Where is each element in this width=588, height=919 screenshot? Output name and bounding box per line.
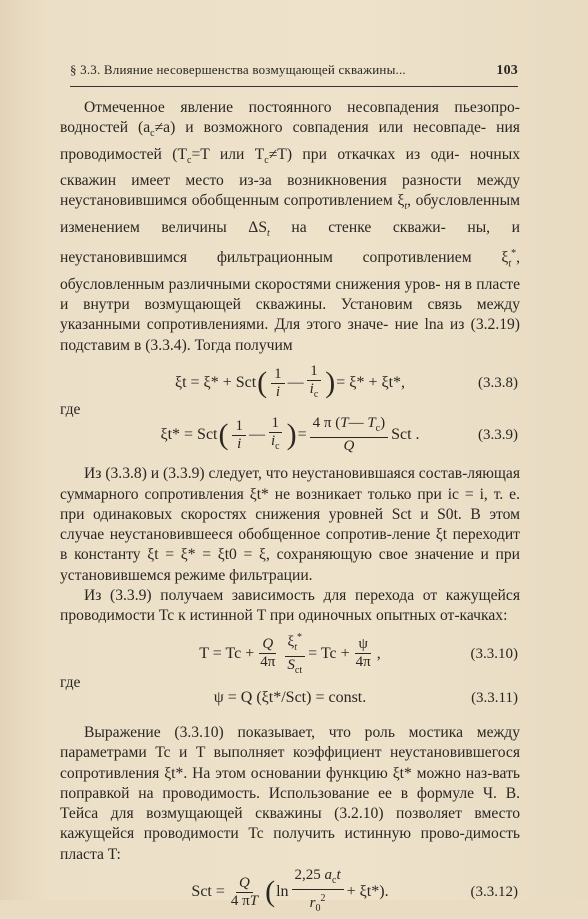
formula-339-right: Sct . [391, 426, 420, 444]
equation-3-3-9: ξt* = Sct ( $\frac{1}{i}$ — $\frac{1}{i_c}$ ) = $\frac{4 \pi (T— T_c)}{Q}$ Sct . (3.3.9) [160, 415, 518, 455]
equation-number: (3.3.11) [471, 689, 518, 706]
page-number: 103 [496, 63, 518, 78]
formula-3312-left: Sct = [191, 882, 225, 900]
paragraph-1: Отмеченное явление постоянного несовпадения пьезопро- водностей $(a_c\ne a)$ и возможного совпадения или несовпаде- ния проводимостей ($T_c=T$ или $T_c\ne T$) при откачках из оди- ночных скважин имеет место из-за возникновения разности между неустановившимся обобщенным сопротивлением $\xi_t$, обусловленным изменением величины $\Delta S_t$ на стенке скважи- ны, и неустановившимся фильтрационным сопротивлением $\xi_t^*$, обусловленным различными скоростями снижения уров- ня в пласте и внутри возмущающей скважины. Установим связь между указанными сопротивлениями. Для этого значе- ние lna из (3.2.19) подставим в (3.3.4). Тогда получим [60, 99, 521, 354]
paragraph-3: Из (3.3.9) получаем зависимость для перехода от кажущейся проводимости Tc к истинной T при одиночных опытных от-качках: [60, 587, 520, 625]
equation-3-3-8: ξt = ξ* + Sct ( $\frac{1}{i}$ — $\frac{1}{i_c}$ ) = ξ* + ξt*, (3.3.8) [174, 363, 518, 400]
equation-number: (3.3.8) [478, 374, 518, 391]
page-body [60, 98, 520, 919]
equation-3-3-12: Sct = $\frac{Q}{4 \pi T}$ ( ln $\frac{2,25 a_ct}{r_0^2}$ + ξt* ). (3.3.12) [191, 867, 518, 915]
running-header [70, 62, 518, 79]
where-label-2: где [60, 673, 81, 691]
paragraph-2: Из (3.3.8) и (3.3.9) следует, что неустановившаяся состав-ляющая суммарного сопротивления ξt* не возникает только при ic = i, т. е. при одинаковых скоростях снижения уровней Sct и S0t. В этом случае неустановившееся обобщенное сопротив-ление ξt переходит в константу ξt = ξ* = ξt0 = ξ, сохраняющую свое значение и при установившемся режиме фильтрации. [60, 465, 521, 584]
formula-3310-right: = Tc + [308, 644, 350, 662]
equation-number: (3.3.10) [470, 645, 518, 662]
formula-338-left: ξt = ξ* + Sct [174, 373, 257, 391]
equation-number: (3.3.12) [470, 883, 518, 900]
formula-3311: ψ = Q (ξt*/Sct) = const. [213, 688, 367, 706]
equation-3-3-11 [60, 683, 520, 713]
header-rule [70, 86, 518, 87]
formula-339-eq: = [297, 426, 307, 444]
formula-3310-left: T = Tc + [199, 644, 255, 662]
equation-number: (3.3.9) [478, 427, 518, 444]
equation-3-3-10: T = Tc + $\frac{Q}{4\pi}$ $\frac{\xi_t^*}{S_{ct}}$ = Tc + $\frac{\psi}{4\pi}$ , (3.3.10) [60, 631, 520, 677]
formula-339-left: ξt* = Sct [160, 426, 218, 444]
formula-3312-right: + ξt* [346, 882, 380, 900]
section-title: § 3.3. Влияние несовершенства возмущающей скважины... [70, 62, 406, 77]
formula-338-right: = ξ* + ξt*, [336, 373, 406, 391]
paragraph-4: Выражение (3.3.10) показывает, что роль мостика между параметрами Tc и T выполняет коэффициент неустановившегося сопротивления ξt*. На этом основании функцию ξt* можно наз-вать поправкой на проводимость. Использование ее в формуле Ч. В. Тейса для возмущающей скважины (3.2.10) позволяет вместо кажущейся проводимости Tc получить истинную прово-димость пласта T: [60, 723, 520, 863]
where-label-1: где [60, 401, 81, 418]
